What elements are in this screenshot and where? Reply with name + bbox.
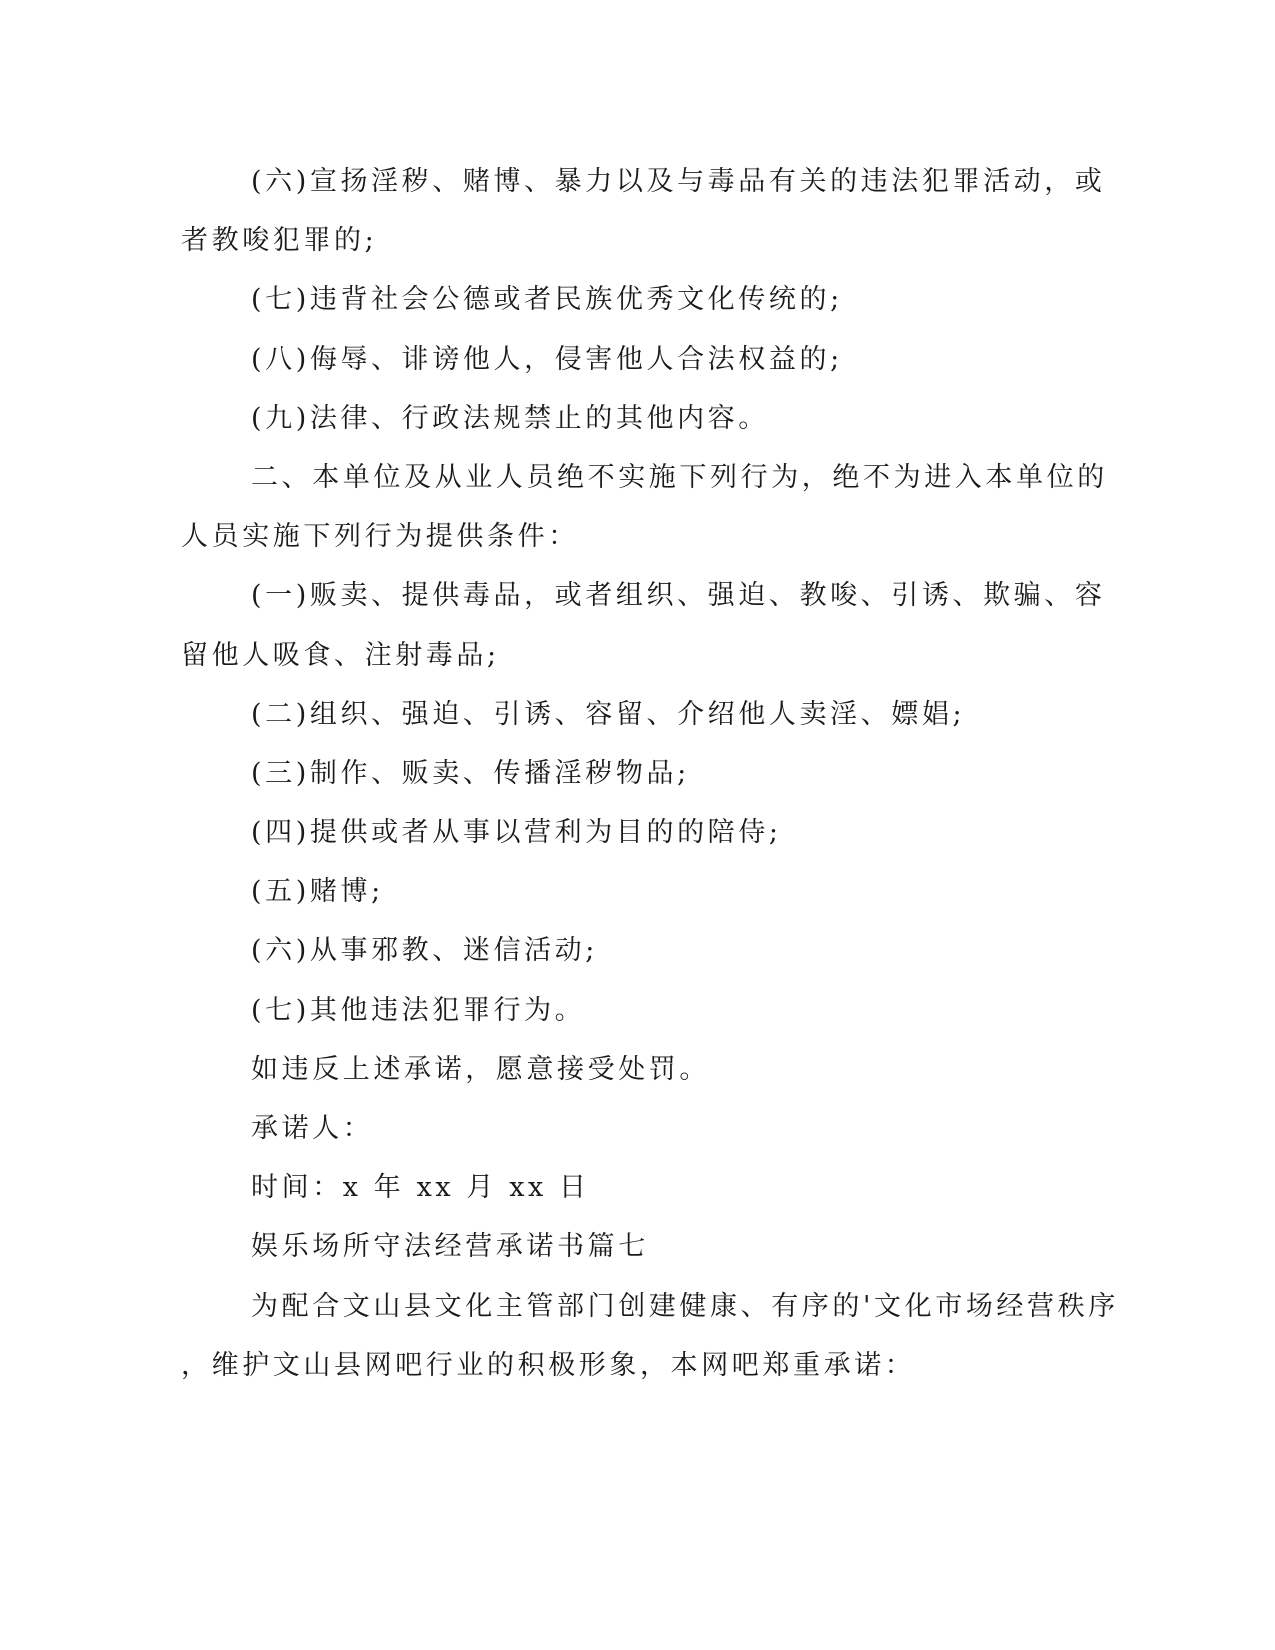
paragraph-line: 者教唆犯罪的; xyxy=(181,225,378,257)
paragraph-line: (六)宣扬淫秽、赌博、暴力以及与毒品有关的违法犯罪活动，或 xyxy=(251,166,1106,197)
paragraph-line: 人员实施下列行为提供条件： xyxy=(181,521,579,553)
paragraph-line: 留他人吸食、注射毒品; xyxy=(181,639,500,671)
paragraph-line: (四)提供或者从事以营利为目的的陪侍; xyxy=(251,817,782,849)
section-title-line: 娱乐场所守法经营承诺书篇七 xyxy=(251,1231,649,1263)
paragraph-line: (八)侮辱、诽谤他人，侵害他人合法权益的; xyxy=(251,343,843,375)
paragraph-line: ，维护文山县网吧行业的积极形象，本网吧郑重承诺： xyxy=(181,1349,916,1381)
document-body xyxy=(181,152,1119,1395)
paragraph-line: (七)违背社会公德或者民族优秀文化传统的; xyxy=(251,284,843,316)
paragraph-line: 如违反上述承诺，愿意接受处罚。 xyxy=(251,1053,710,1085)
section-heading-line: 二、本单位及从业人员绝不实施下列行为，绝不为进入本单位的 xyxy=(251,461,1108,493)
date-line: 时间：x 年 xx 月 xx 日 xyxy=(251,1172,590,1204)
paragraph-line: 为配合文山县文化主管部门创建健康、有序的'文化市场经营秩序 xyxy=(251,1290,1119,1322)
paragraph-line: (五)赌博; xyxy=(251,876,384,908)
paragraph-line: (三)制作、贩卖、传播淫秽物品; xyxy=(251,757,690,789)
paragraph-line: (七)其他违法犯罪行为。 xyxy=(251,994,586,1026)
paragraph-line: (九)法律、行政法规禁止的其他内容。 xyxy=(251,402,769,434)
paragraph-line: (二)组织、强迫、引诱、容留、介绍他人卖淫、嫖娼; xyxy=(251,698,966,730)
paragraph-line: (六)从事邪教、迷信活动; xyxy=(251,935,598,967)
paragraph-line: (一)贩卖、提供毒品，或者组织、强迫、教唆、引诱、欺骗、容 xyxy=(251,580,1106,612)
signatory-line: 承诺人： xyxy=(251,1113,374,1144)
